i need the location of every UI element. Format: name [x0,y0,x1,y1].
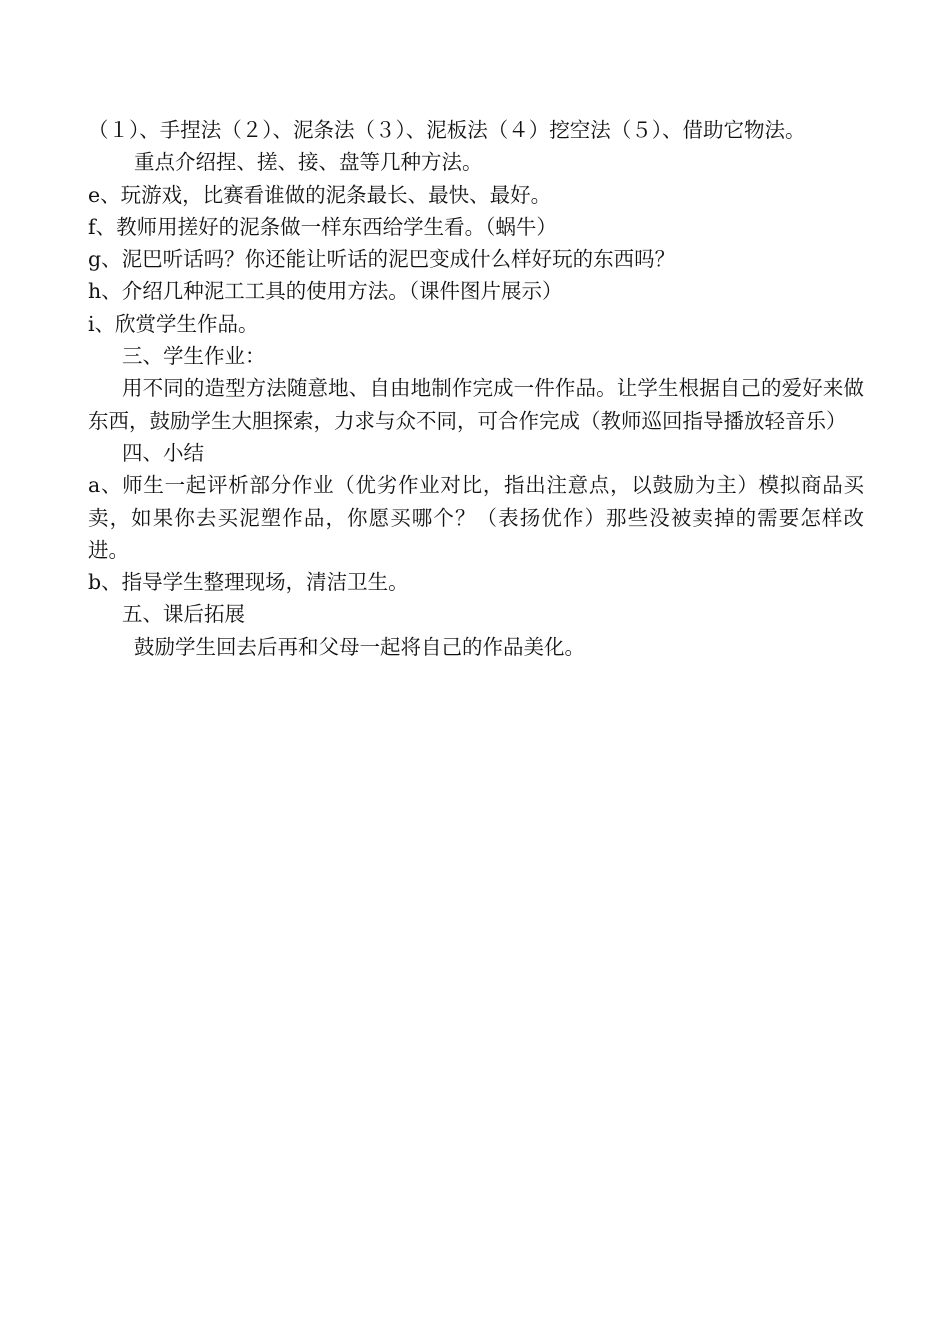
section-heading-summary: 四、小结 [122,440,204,465]
step-f-paragraph: f、教师用搓好的泥条做一样东西给学生看。（蜗牛） [88,214,557,239]
homework-paragraph: 用不同的造型方法随意地、自由地制作完成一件作品。让学生根据自己的爱好来做东西，鼓励学生大胆探索，力求与众不同，可合作完成（教师巡回指导播放轻音乐） [88,376,864,433]
section-heading-homework: 三、学生作业： [122,344,266,369]
summary-b-paragraph: b、指导学生整理现场，清洁卫生。 [88,570,409,595]
summary-a-paragraph: a、师生一起评析部分作业（优劣作业对比，指出注意点，以鼓励为主）模拟商品买卖，如果你去买泥塑作品，你愿买哪个？（表扬优作）那些没被卖掉的需要怎样改进。 [88,473,864,562]
section-heading-extension: 五、课后拓展 [122,602,245,627]
document-page [88,114,864,663]
step-i-paragraph: i、欣赏学生作品。 [88,311,259,336]
step-g-paragraph: g、泥巴听话吗？你还能让听话的泥巴变成什么样好玩的东西吗？ [88,247,676,272]
step-e-paragraph: e、玩游戏，比赛看谁做的泥条最长、最快、最好。 [88,182,552,207]
key-methods-paragraph: 重点介绍捏、搓、接、盘等几种方法。 [134,150,483,175]
extension-paragraph: 鼓励学生回去后再和父母一起将自己的作品美化。 [134,634,585,659]
step-h-paragraph: h、介绍几种泥工工具的使用方法。（课件图片展示） [88,279,563,304]
methods-list-paragraph: （１）、手捏法（２）、泥条法（３）、泥板法（４）挖空法（５）、借助它物法。 [88,118,806,142]
